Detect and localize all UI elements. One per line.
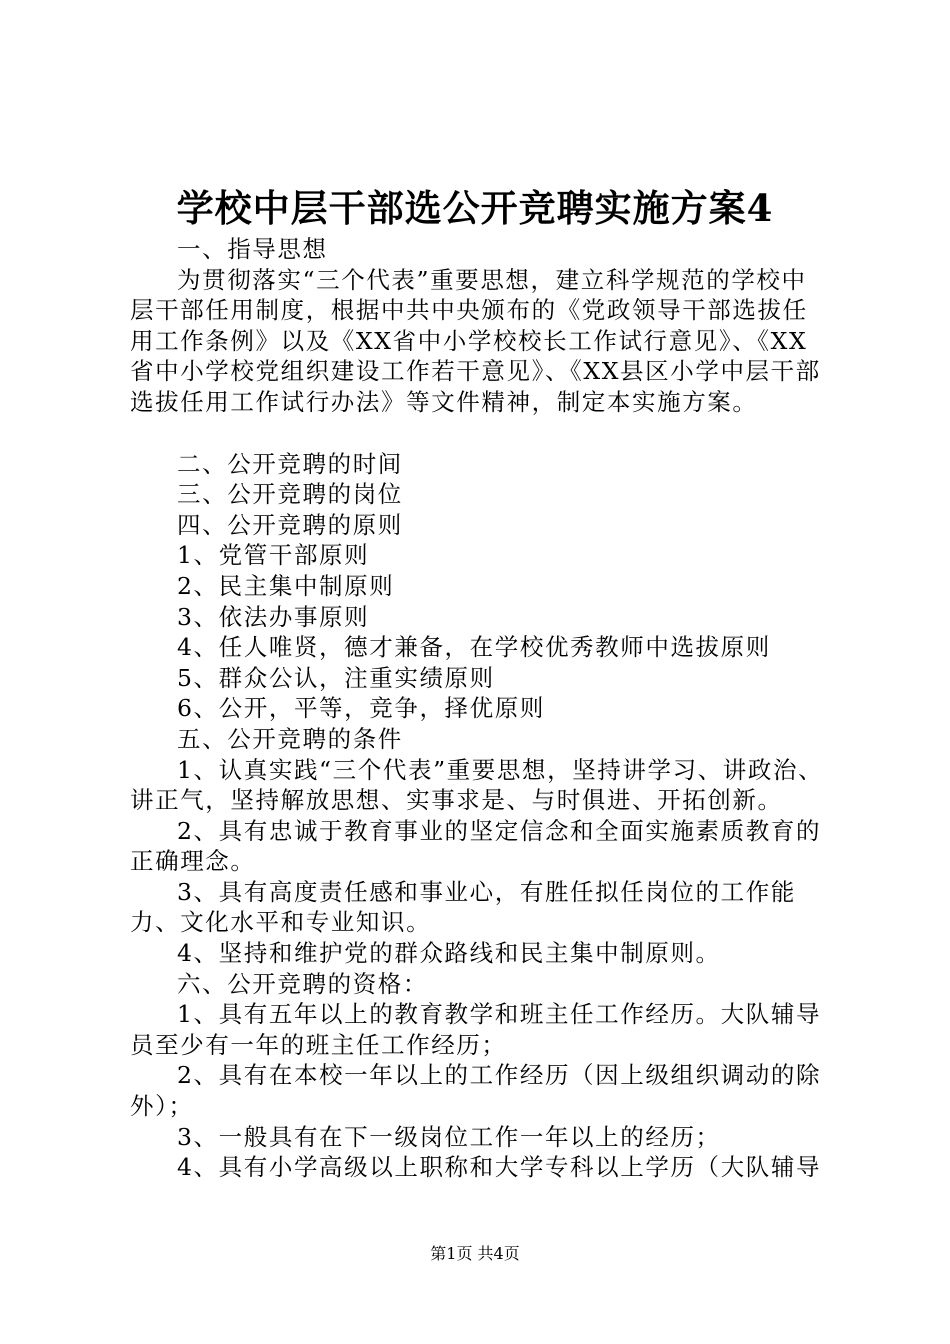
page-footer: 第1页 共4页 xyxy=(430,1244,520,1263)
document-body xyxy=(130,234,830,1183)
list-item: 4、具有小学高级以上职称和大学专科以上学历（大队辅导 xyxy=(177,1153,822,1182)
list-item: 1、具有五年以上的教育教学和班主任工作经历。大队辅导员至少有一年的班主任工作经历； xyxy=(130,1000,822,1059)
list-item: 3、依法办事原则 xyxy=(177,602,370,631)
list-item: 1、认真实践“三个代表”重要思想，坚持讲学习、讲政治、讲正气，坚持解放思想、实事求是、与时俱进、开拓创新。 xyxy=(130,755,824,815)
list-item: 2、具有在本校一年以上的工作经历（因上级组织调动的除外）； xyxy=(130,1061,822,1121)
list-item: 3、具有高度责任感和事业心，有胜任拟任岗位的工作能力、文化水平和专业知识。 xyxy=(130,877,796,937)
list-item: 3、一般具有在下一级岗位工作一年以上的经历； xyxy=(177,1122,721,1151)
section-heading-qualifications: 六、公开竞聘的资格： xyxy=(177,969,428,998)
document-title: 学校中层干部选公开竞聘实施方案4 xyxy=(176,186,774,230)
list-item: 4、坚持和维护党的群众路线和民主集中制原则。 xyxy=(177,939,721,968)
section-heading-time: 二、公开竞聘的时间 xyxy=(177,449,403,478)
section-heading-positions: 三、公开竞聘的岗位 xyxy=(177,480,403,509)
list-item: 4、任人唯贤，德才兼备，在学校优秀教师中选拔原则 xyxy=(177,633,771,662)
blank-line xyxy=(130,418,830,449)
paragraph-purpose: 为贯彻落实“三个代表”重要思想，建立科学规范的学校中层干部任用制度，根据中共中央颁布的《党政领导干部选拔任用工作条例》以及《XX省中小学校校长工作试行意见》、《XX省中小学校党组织建设工作若干意见》、《XX县区小学中层干部选拔任用工作试行办法》等文件精神，制定本实施方案。 xyxy=(130,265,821,416)
list-item: 2、民主集中制原则 xyxy=(177,571,395,600)
section-heading-conditions: 五、公开竞聘的条件 xyxy=(177,724,403,753)
section-heading-principles: 四、公开竞聘的原则 xyxy=(177,510,403,539)
list-item: 6、公开，平等，竞争，择优原则 xyxy=(177,694,545,723)
list-item: 1、党管干部原则 xyxy=(177,541,370,570)
list-item: 2、具有忠诚于教育事业的坚定信念和全面实施素质教育的正确理念。 xyxy=(130,816,822,876)
section-heading-guiding-thought: 一、指导思想 xyxy=(177,235,328,263)
list-item: 5、群众公认，注重实绩原则 xyxy=(177,663,495,692)
